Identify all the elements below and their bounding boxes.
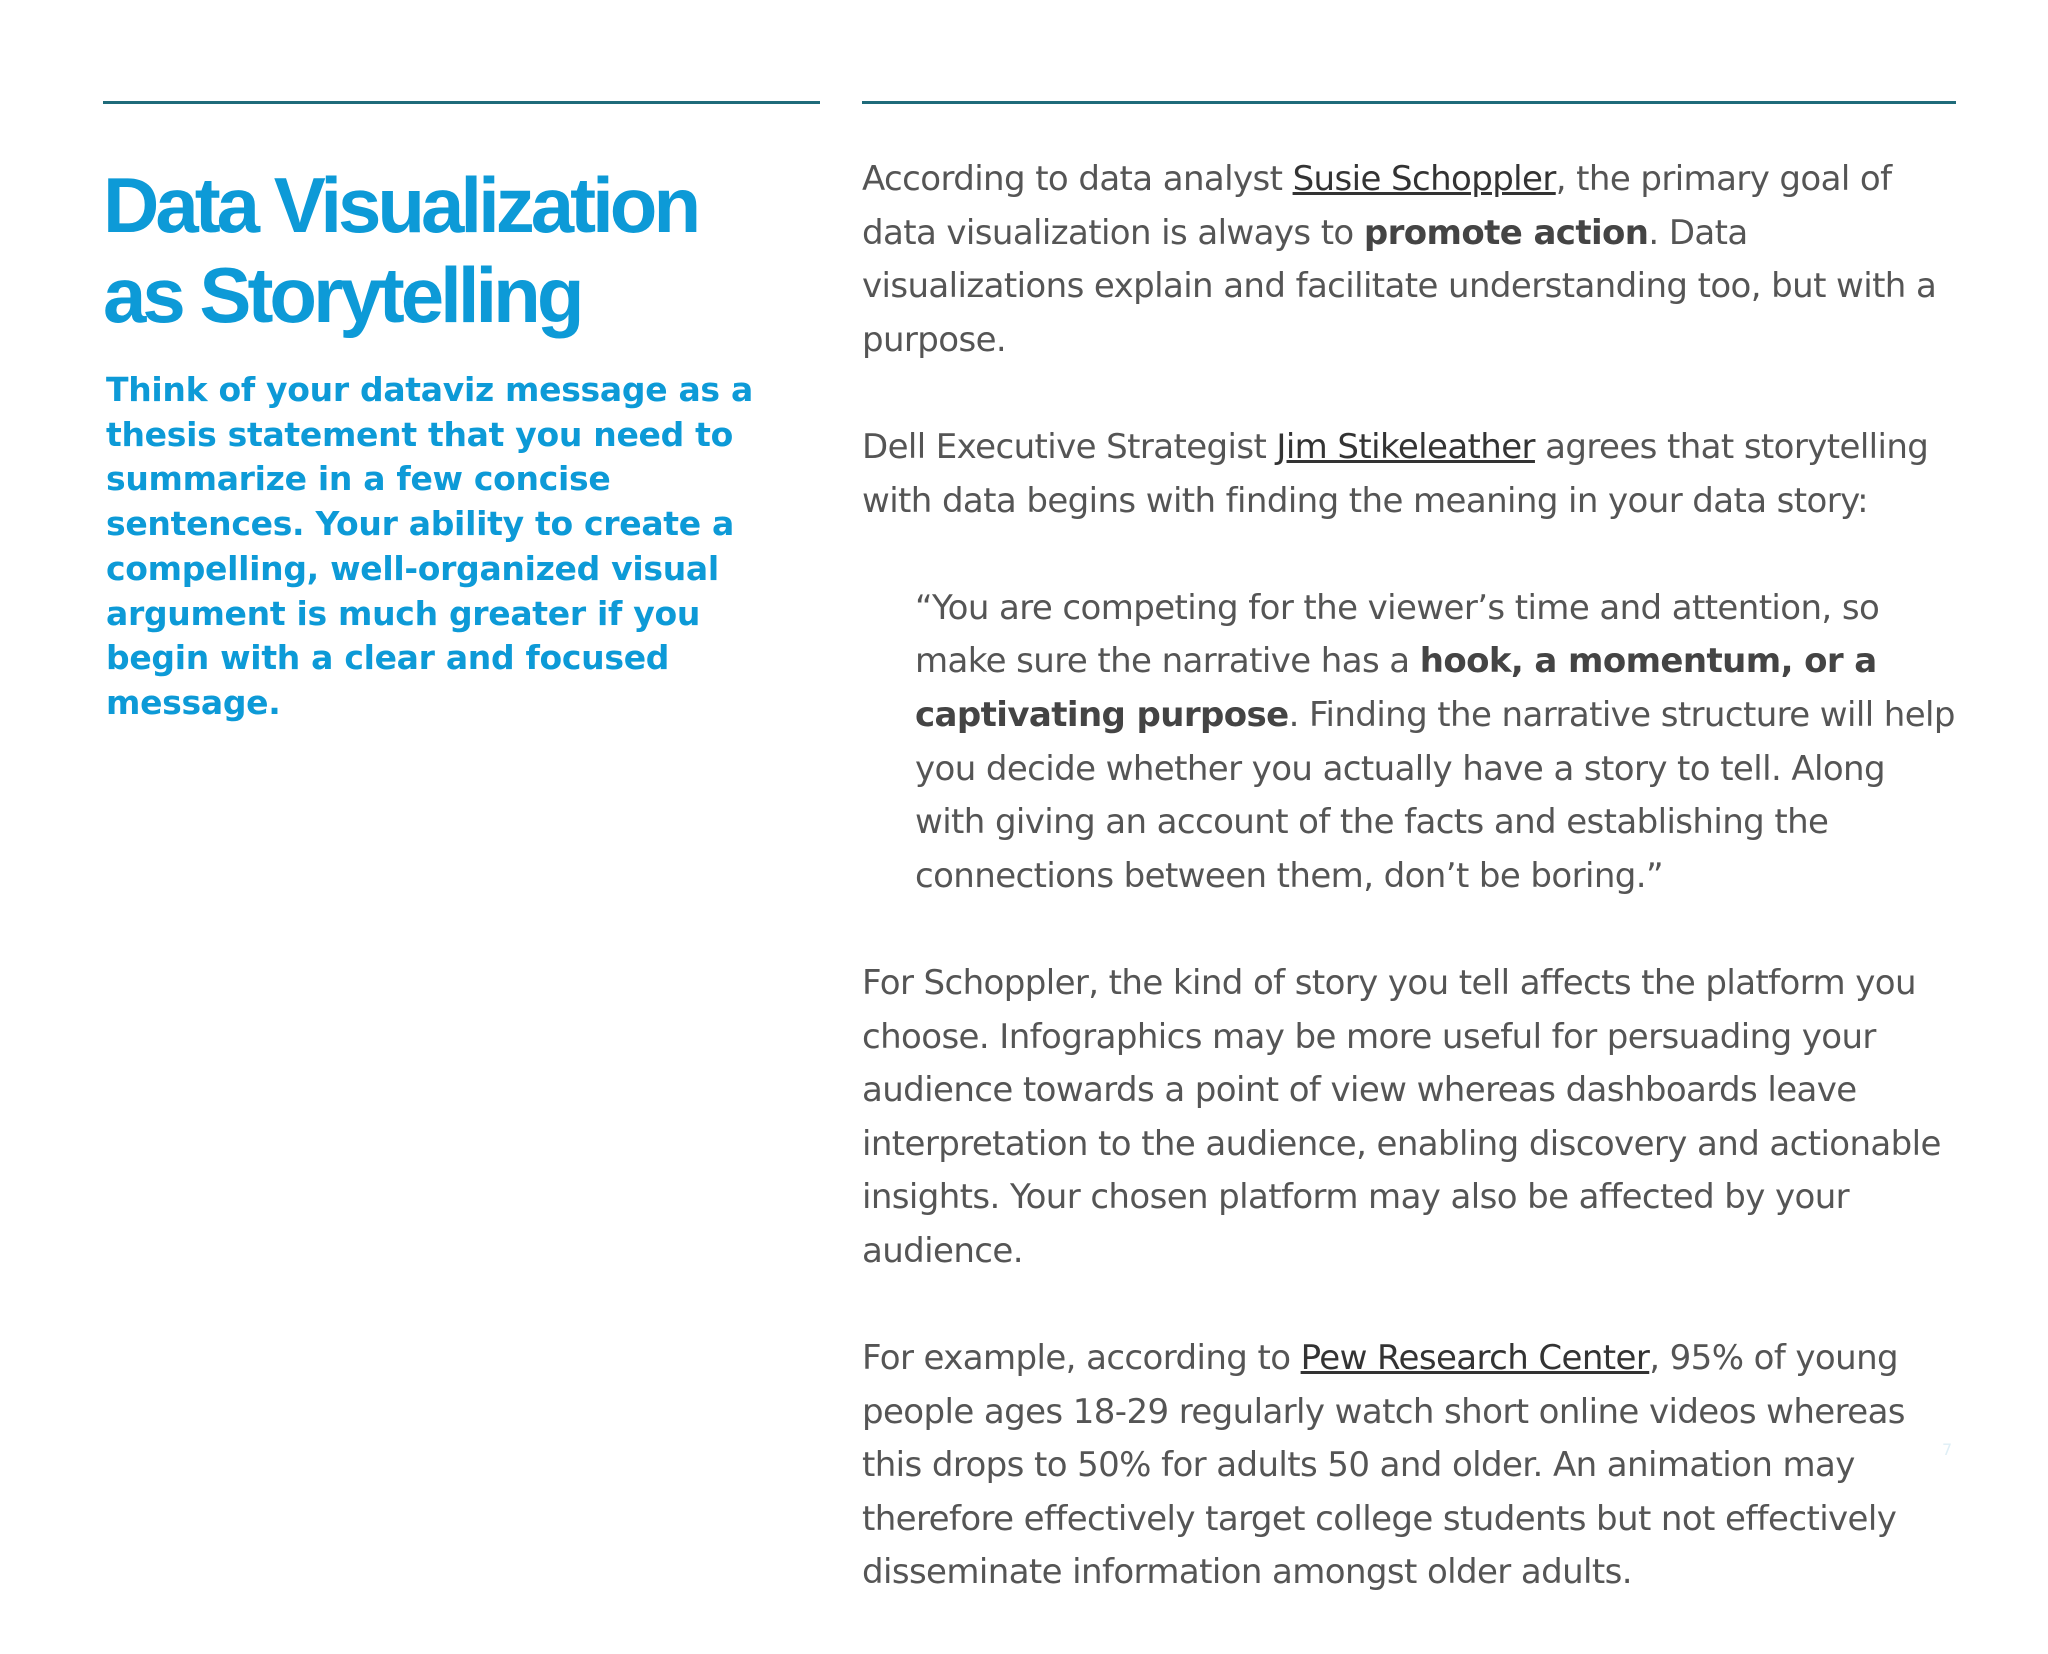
pew-research-center-link[interactable]: Pew Research Center xyxy=(1300,1338,1650,1379)
intro-callout: Think of your dataviz message as a thesis statement that you need to summarize in a few concise sentences. Your ability to create a compelling, well-organized visual argument is much greater if you begin with a clear and focused message. xyxy=(106,370,753,722)
paragraph-4-text-b: , 95% of young people ages 18-29 regularly watch short online videos whereas this drops to 50% for adults 50 and older. An animation may therefore effectively target college students but not effectively disseminate information amongst older adults. xyxy=(862,1338,1905,1593)
quote-emphasis: hook, a momentum, or a captivating purpose xyxy=(915,641,1877,735)
jim-stikeleather-link[interactable]: Jim Stikeleather xyxy=(1276,426,1535,467)
paragraph-1-text-a: According to data analyst xyxy=(862,159,1293,199)
page-title-line-2: as Storytelling xyxy=(103,251,581,339)
paragraph-4-text-a: For example, according to xyxy=(862,1338,1301,1379)
article-body xyxy=(862,153,1962,1654)
page-number: 7 xyxy=(1942,1440,1953,1459)
paragraph-4 xyxy=(862,1332,1962,1600)
paragraph-1-emphasis: promote action xyxy=(1363,212,1649,253)
page-title-line-1: Data Visualization xyxy=(103,161,698,249)
paragraph-3: For Schoppler, the kind of story you tell affects the platform you choose. Infographics may be more useful for persuading your audience towards a point of view whereas dashboards leave interpretation to the audience, enabling discovery and actionable insights. Your chosen platform may also be affected by your audience. xyxy=(862,962,1941,1271)
susie-schoppler-link[interactable]: Susie Schoppler xyxy=(1292,159,1556,199)
paragraph-1-text-b: , the primary goal of data visualization is always to xyxy=(862,159,1892,253)
left-column xyxy=(103,160,803,726)
paragraph-2-text-a: Dell Executive Strategist xyxy=(862,426,1277,467)
paragraph-2 xyxy=(862,421,1962,528)
paragraph-2-text-b: agrees that storytelling with data begins with finding the meaning in your data story: xyxy=(862,426,1929,521)
paragraph-1 xyxy=(862,153,1962,367)
quote-text-b: . Finding the narrative structure will help you decide whether you actually have a story to tell. Along with giving an account of the facts and establishing the connections between them, don’t be boring.” xyxy=(915,694,1955,896)
right-divider-rule xyxy=(862,101,1956,104)
left-divider-rule xyxy=(103,101,820,104)
page-title xyxy=(103,160,803,340)
block-quote xyxy=(915,582,1962,904)
paragraph-1-text-c: . Data visualizations explain and facilitate understanding too, but with a purpose. xyxy=(862,212,1937,360)
quote-text-a: “You are competing for the viewer’s time and attention, so make sure the narrative has a xyxy=(915,587,1880,682)
